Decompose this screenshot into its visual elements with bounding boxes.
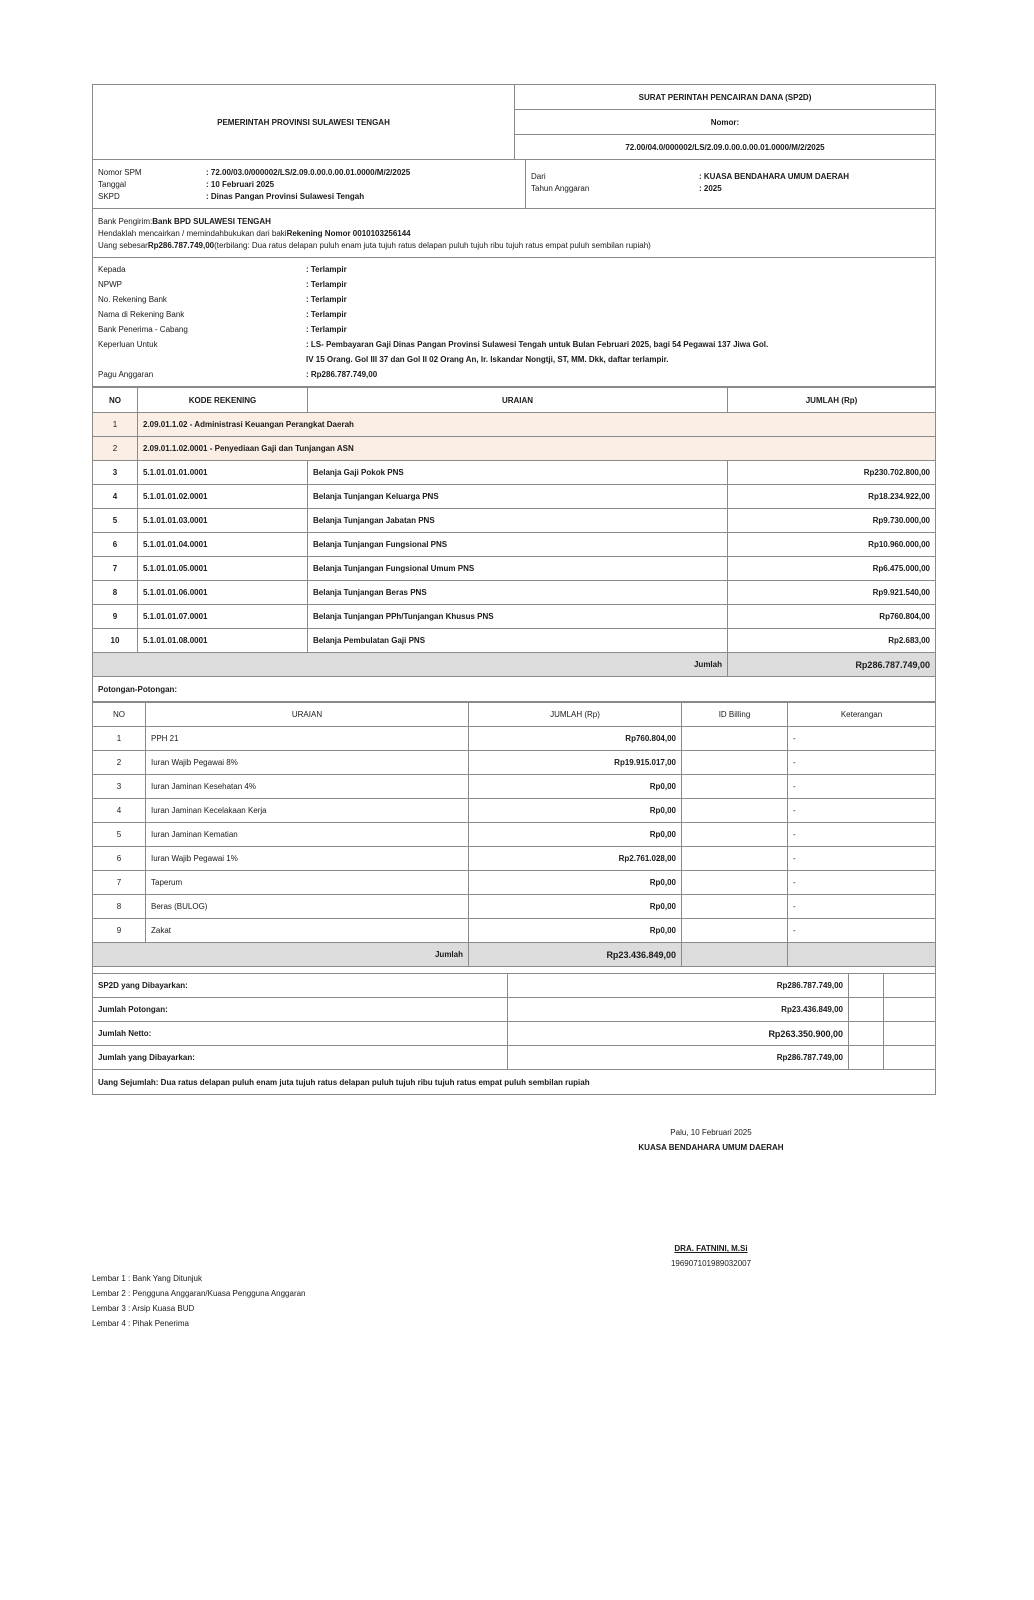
recipient-row: Bank Penerima - Cabang : Terlampir (98, 325, 347, 334)
summary-row: Jumlah Netto: Rp263.350.900,00 (93, 1022, 936, 1046)
table-row: 5 Iuran Jaminan Kematian Rp0,00 - (93, 823, 936, 847)
table-row: 3 Iuran Jaminan Kesehatan 4% Rp0,00 - (93, 775, 936, 799)
potongan-table (92, 702, 936, 967)
total-value: Rp286.787.749,00 (728, 653, 936, 677)
recipient-row: Keperluan Untuk : LS- Pembayaran Gaji Dinas Pangan Provinsi Sulawesi Tengah untuk Bulan Februari 2025, bagi 54 Pegawai 137 Jiwa Gol. (98, 340, 769, 349)
table-row: 6 Iuran Wajib Pegawai 1% Rp2.761.028,00 - (93, 847, 936, 871)
summary-row: SP2D yang Dibayarkan: Rp286.787.749,00 (93, 974, 936, 998)
bank-amount: Uang sebesar Rp286.787.749,00 (terbilang: Dua ratus delapan puluh enam juta tujuh ratus delapan puluh tujuh ribu tujuh ratus empat puluh sembilan rupiah) (98, 240, 651, 250)
total-value: Rp23.436.849,00 (469, 943, 682, 967)
header-table (92, 84, 936, 160)
distribution-item: Lembar 2 : Pengguna Anggaran/Kuasa Pengguna Anggaran (92, 1289, 306, 1298)
recipient-row: Pagu Anggaran : Rp286.787.749,00 (98, 370, 378, 379)
table-row: 7 Taperum Rp0,00 - (93, 871, 936, 895)
info-row: Dari : KUASA BENDAHARA UMUM DAERAH (531, 171, 850, 181)
recipient-row: IV 15 Orang. Gol III 37 dan Gol II 02 Orang An, Ir. Iskandar Nongtji, ST, MM. Dkk, daftar terlampir. (306, 355, 669, 364)
recipient-row: No. Rekening Bank : Terlampir (98, 295, 347, 304)
table-header-row (93, 388, 936, 413)
info-row: SKPD : Dinas Pangan Provinsi Sulawesi Tengah (98, 191, 365, 201)
distribution-item: Lembar 1 : Bank Yang Ditunjuk (92, 1274, 202, 1283)
total-label: Jumlah (93, 653, 728, 677)
table-row: 9 Zakat Rp0,00 - (93, 919, 936, 943)
col-header: NO (93, 703, 146, 727)
table-row: 7 5.1.01.01.05.0001 Belanja Tunjangan Fungsional Umum PNS Rp6.475.000,00 (93, 557, 936, 581)
government-name: PEMERINTAH PROVINSI SULAWESI TENGAH (93, 85, 515, 160)
signature-name: DRA. FATNINI, M.Si (674, 1244, 748, 1253)
info-row: Nomor SPM : 72.00/03.0/000002/LS/2.09.0.00.0.00.01.0000/M/2/2025 (98, 167, 411, 177)
total-label: Jumlah (93, 943, 469, 967)
total-row (93, 653, 936, 677)
info-row: Tahun Anggaran : 2025 (531, 183, 722, 193)
table-row: 4 5.1.01.01.02.0001 Belanja Tunjangan Keluarga PNS Rp18.234.922,00 (93, 485, 936, 509)
potongan-title: Potongan-Potongan: (92, 677, 936, 702)
table-row: 8 Beras (BULOG) Rp0,00 - (93, 895, 936, 919)
col-header: URAIAN (308, 388, 728, 413)
recipient-block (92, 258, 936, 387)
col-header: URAIAN (146, 703, 469, 727)
distribution-item: Lembar 3 : Arsip Kuasa BUD (92, 1304, 195, 1313)
distribution-list (92, 1274, 306, 1334)
col-header: NO (93, 388, 138, 413)
info-block (92, 160, 936, 209)
table-row: 3 5.1.01.01.01.0001 Belanja Gaji Pokok PNS Rp230.702.800,00 (93, 461, 936, 485)
recipient-row: Nama di Rekening Bank : Terlampir (98, 310, 347, 319)
signature-title: KUASA BENDAHARA UMUM DAERAH (638, 1143, 784, 1152)
sp2d-document (92, 84, 936, 1095)
summary-table (92, 973, 936, 1070)
table-row: 8 5.1.01.01.06.0001 Belanja Tunjangan Beras PNS Rp9.921.540,00 (93, 581, 936, 605)
bank-instruction: Hendaklah mencairkan / memindahbukukan dari baki Rekening Nomor 0010103256144 (98, 228, 411, 238)
info-left (93, 160, 526, 208)
program-row: 2 2.09.01.1.02.0001 - Penyediaan Gaji dan Tunjangan ASN (93, 437, 936, 461)
document-title: SURAT PERINTAH PENCAIRAN DANA (SP2D) (515, 85, 936, 110)
nomor-value: 72.00/04.0/000002/LS/2.09.0.00.0.00.01.0000/M/2/2025 (515, 135, 936, 160)
distribution-item: Lembar 4 : Pihak Penerima (92, 1319, 189, 1328)
rekening-table (92, 387, 936, 677)
amount-in-words: Uang Sejumlah: Dua ratus delapan puluh enam juta tujuh ratus delapan puluh tujuh ribu tujuh ratus empat puluh sembilan rupiah (92, 1070, 936, 1095)
info-row: Tanggal : 10 Februari 2025 (98, 179, 275, 189)
table-row: 6 5.1.01.01.04.0001 Belanja Tunjangan Fungsional PNS Rp10.960.000,00 (93, 533, 936, 557)
table-row: 1 PPH 21 Rp760.804,00 - (93, 727, 936, 751)
signature-nip: 196907101989032007 (670, 1259, 752, 1268)
summary-row: Jumlah Potongan: Rp23.436.849,00 (93, 998, 936, 1022)
nomor-label: Nomor: (515, 110, 936, 135)
col-header: Keterangan (788, 703, 936, 727)
col-header: KODE REKENING (138, 388, 308, 413)
table-row: 10 5.1.01.01.08.0001 Belanja Pembulatan Gaji PNS Rp2.683,00 (93, 629, 936, 653)
table-row: 2 Iuran Wajib Pegawai 8% Rp19.915.017,00 - (93, 751, 936, 775)
table-header-row (93, 703, 936, 727)
table-row: 5 5.1.01.01.03.0001 Belanja Tunjangan Jabatan PNS Rp9.730.000,00 (93, 509, 936, 533)
signature-place-date: Palu, 10 Februari 2025 (670, 1128, 752, 1137)
table-row: 9 5.1.01.01.07.0001 Belanja Tunjangan PPh/Tunjangan Khusus PNS Rp760.804,00 (93, 605, 936, 629)
info-right (526, 160, 935, 208)
bank-sender: Bank Pengirim: Bank BPD SULAWESI TENGAH (98, 216, 271, 226)
recipient-row: NPWP : Terlampir (98, 280, 347, 289)
summary-row: Jumlah yang Dibayarkan: Rp286.787.749,00 (93, 1046, 936, 1070)
table-row: 4 Iuran Jaminan Kecelakaan Kerja Rp0,00 - (93, 799, 936, 823)
bank-block (92, 209, 936, 258)
program-row: 1 2.09.01.1.02 - Administrasi Keuangan Perangkat Daerah (93, 413, 936, 437)
col-header: JUMLAH (Rp) (728, 388, 936, 413)
col-header: JUMLAH (Rp) (469, 703, 682, 727)
recipient-row: Kepada : Terlampir (98, 265, 347, 274)
total-row (93, 943, 936, 967)
col-header: ID Billing (682, 703, 788, 727)
